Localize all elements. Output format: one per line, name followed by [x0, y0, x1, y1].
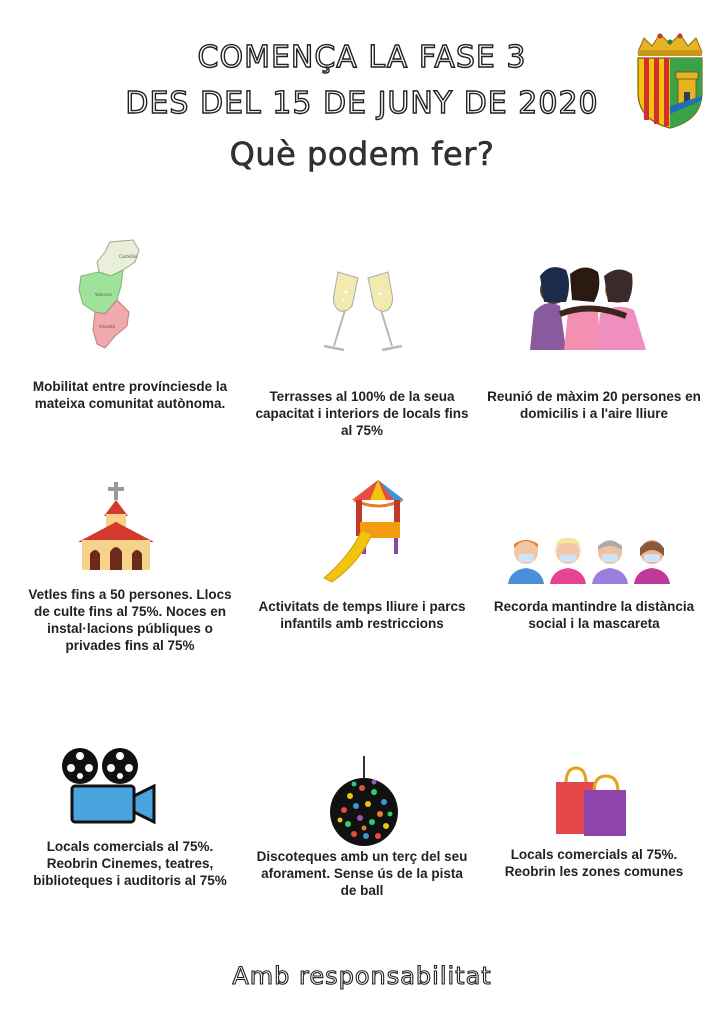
- friends-hugging-icon: [530, 262, 654, 352]
- church-icon: [76, 480, 156, 572]
- map-label-center: Valencia: [95, 292, 112, 297]
- map-label-south: Alicante: [99, 324, 116, 329]
- headline-question: Què podem fer?: [229, 135, 495, 173]
- disco-ball-icon: [328, 756, 400, 852]
- playground-slide-icon: [322, 478, 412, 584]
- caption-distance: Recorda mantindre la distància social i la mascareta: [493, 599, 695, 631]
- valencia-map-icon: [75, 236, 145, 356]
- map-label-north: Castellón: [119, 254, 138, 259]
- caption-leisure: Activitats de temps lliure i parcs infantils amb restriccions: [258, 599, 466, 631]
- town-crest-icon: [630, 30, 710, 130]
- caption-gatherings: Reunió de màxim 20 persones en domicilis i a l'aire lliure: [487, 389, 701, 421]
- caption-shops: Locals comercials al 75%. Reobrin les zones comunes: [504, 847, 684, 879]
- headline-phase: COMENÇA LA FASE 3: [197, 40, 527, 75]
- masked-people-icon: [506, 534, 678, 586]
- champagne-glasses-icon: [318, 262, 408, 358]
- caption-terraces: Terrasses al 100% de la seua capacitat i interiors de locals fins al 75%: [255, 389, 469, 438]
- movie-camera-icon: [58, 746, 158, 828]
- shopping-bags-icon: [554, 766, 634, 838]
- headline-date: DES DEL 15 DE JUNY DE 2020: [125, 86, 599, 121]
- caption-mobility: Mobilitat entre provínciesde la mateixa comunitat autònoma.: [32, 379, 228, 411]
- caption-cinemas: Locals comercials al 75%. Reobrin Cinemes, teatres, biblioteques i auditoris al 75%: [33, 839, 227, 888]
- caption-ceremonies: Vetles fins a 50 persones. Llocs de culte fins al 75%. Noces en instal·lacions públiques o privades fins al 75%: [28, 587, 232, 653]
- caption-nightclubs: Discoteques amb un terç del seu aforament. Sense ús de la pista de ball: [256, 849, 468, 898]
- footer-slogan: Amb responsabilitat: [232, 962, 492, 990]
